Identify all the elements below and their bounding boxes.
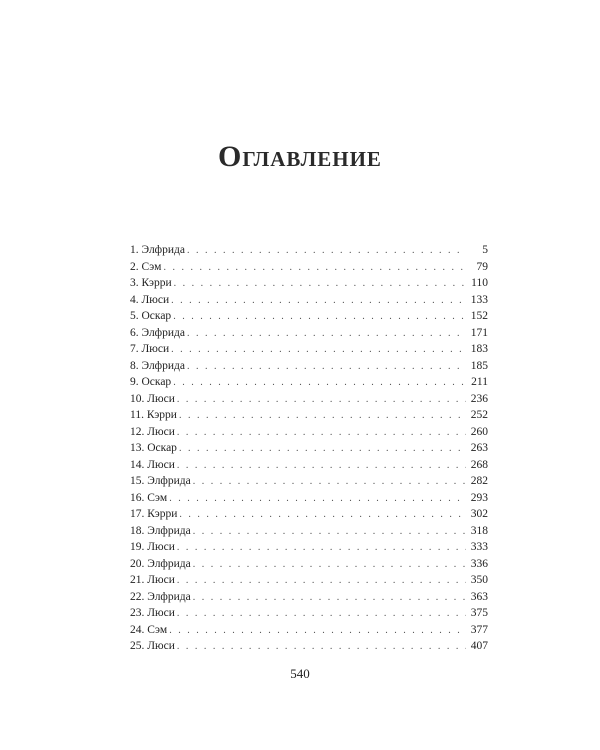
toc-dot-leader [193,474,466,491]
toc-dot-leader [177,639,466,656]
toc-chapter-label: 1. Элфрида [130,244,185,256]
toc-page-number: 133 [470,293,488,306]
toc-dot-leader [193,557,466,574]
toc-dot-leader [163,260,466,277]
toc-dot-leader [173,309,466,326]
table-of-contents [130,242,488,655]
toc-entry [130,374,488,391]
toc-dot-leader [171,293,466,310]
toc-entry [130,341,488,358]
toc-page-number: 171 [470,326,488,339]
toc-chapter-label: 9. Оскар [130,376,172,388]
toc-chapter-label: 12. Люси [130,425,175,438]
toc-dot-leader [177,458,466,475]
toc-chapter-label: 16. Сэм [130,491,168,504]
toc-dot-leader [187,326,466,343]
toc-chapter-label: 15. Элфрида [130,475,191,487]
toc-chapter-label: 19. Люси [130,541,175,553]
toc-page-number: 333 [470,541,488,553]
toc-chapter-label: 4. Люси [130,293,170,306]
toc-dot-leader [177,425,466,442]
toc-chapter-label: 2. Сэм [130,260,162,273]
toc-entry [130,473,488,490]
toc-dot-leader [177,606,466,623]
toc-dot-leader [177,573,466,590]
toc-entry [130,308,488,325]
toc-dot-leader [177,540,466,557]
toc-chapter-label: 7. Люси [130,343,170,355]
toc-entry [130,589,488,606]
toc-entry [130,242,488,259]
toc-dot-leader [193,590,466,607]
toc-chapter-label: 25. Люси [130,640,175,652]
toc-chapter-label: 10. Люси [130,392,175,405]
toc-dot-leader [179,408,466,425]
toc-page-number: 183 [470,343,488,355]
toc-entry [130,358,488,375]
toc-dot-leader [179,441,466,458]
toc-page-number: 110 [471,277,488,289]
toc-entry [130,424,488,441]
toc-dot-leader [193,524,466,541]
toc-chapter-label: 5. Оскар [130,310,172,322]
toc-entry [130,457,488,474]
toc-chapter-label: 21. Люси [130,574,175,586]
toc-entry [130,325,488,342]
toc-page-number: 302 [470,508,488,520]
toc-page-number: 252 [470,409,488,421]
toc-page-number: 268 [470,458,488,471]
toc-page-number: 211 [471,376,488,388]
toc-chapter-label: 20. Элфрида [130,557,191,570]
toc-page-number: 363 [470,590,488,603]
toc-chapter-label: 13. Оскар [130,442,177,454]
toc-page-number: 236 [470,392,488,405]
toc-entry [130,523,488,540]
toc-dot-leader [187,359,466,376]
toc-page-number: 260 [470,425,488,438]
toc-page-number: 318 [470,524,488,537]
toc-page-number: 152 [470,310,488,322]
toc-entry [130,259,488,276]
toc-page-number: 263 [470,442,488,454]
toc-page-number: 350 [470,574,488,586]
toc-chapter-label: 22. Элфрида [130,590,191,603]
toc-page-number: 282 [470,475,488,487]
toc-dot-leader [169,623,466,640]
toc-entry [130,572,488,589]
toc-entry [130,638,488,655]
toc-page-number: 336 [470,557,488,570]
toc-dot-leader [177,392,466,409]
toc-dot-leader [169,491,466,508]
toc-entry [130,490,488,507]
toc-page-number: 5 [482,244,488,256]
toc-page-number: 375 [470,607,488,619]
toc-dot-leader [187,243,466,260]
toc-dot-leader [179,507,466,524]
toc-page-number: 293 [470,491,488,504]
toc-entry [130,506,488,523]
toc-chapter-label: 24. Сэм [130,623,168,636]
toc-chapter-label: 23. Люси [130,607,175,619]
toc-page-number: 407 [470,640,488,652]
toc-chapter-label: 17. Кэрри [130,508,178,520]
toc-entry [130,440,488,457]
folio-page-number: 540 [290,666,310,681]
toc-entry [130,622,488,639]
toc-entry [130,605,488,622]
toc-entry [130,539,488,556]
toc-page-number: 185 [470,359,488,372]
toc-chapter-label: 18. Элфрида [130,524,191,537]
toc-chapter-label: 8. Элфрида [130,359,185,372]
toc-dot-leader [173,375,466,392]
toc-entry [130,292,488,309]
toc-entry [130,391,488,408]
toc-entry [130,556,488,573]
page-title: Оглавление [218,140,382,174]
toc-page-number: 79 [476,260,488,273]
toc-chapter-label: 3. Кэрри [130,277,172,289]
toc-entry [130,275,488,292]
toc-dot-leader [171,342,466,359]
toc-chapter-label: 6. Элфрида [130,326,185,339]
toc-chapter-label: 11. Кэрри [130,409,177,421]
toc-entry [130,407,488,424]
toc-page-number: 377 [470,623,488,636]
toc-dot-leader [174,276,466,293]
toc-chapter-label: 14. Люси [130,458,175,471]
